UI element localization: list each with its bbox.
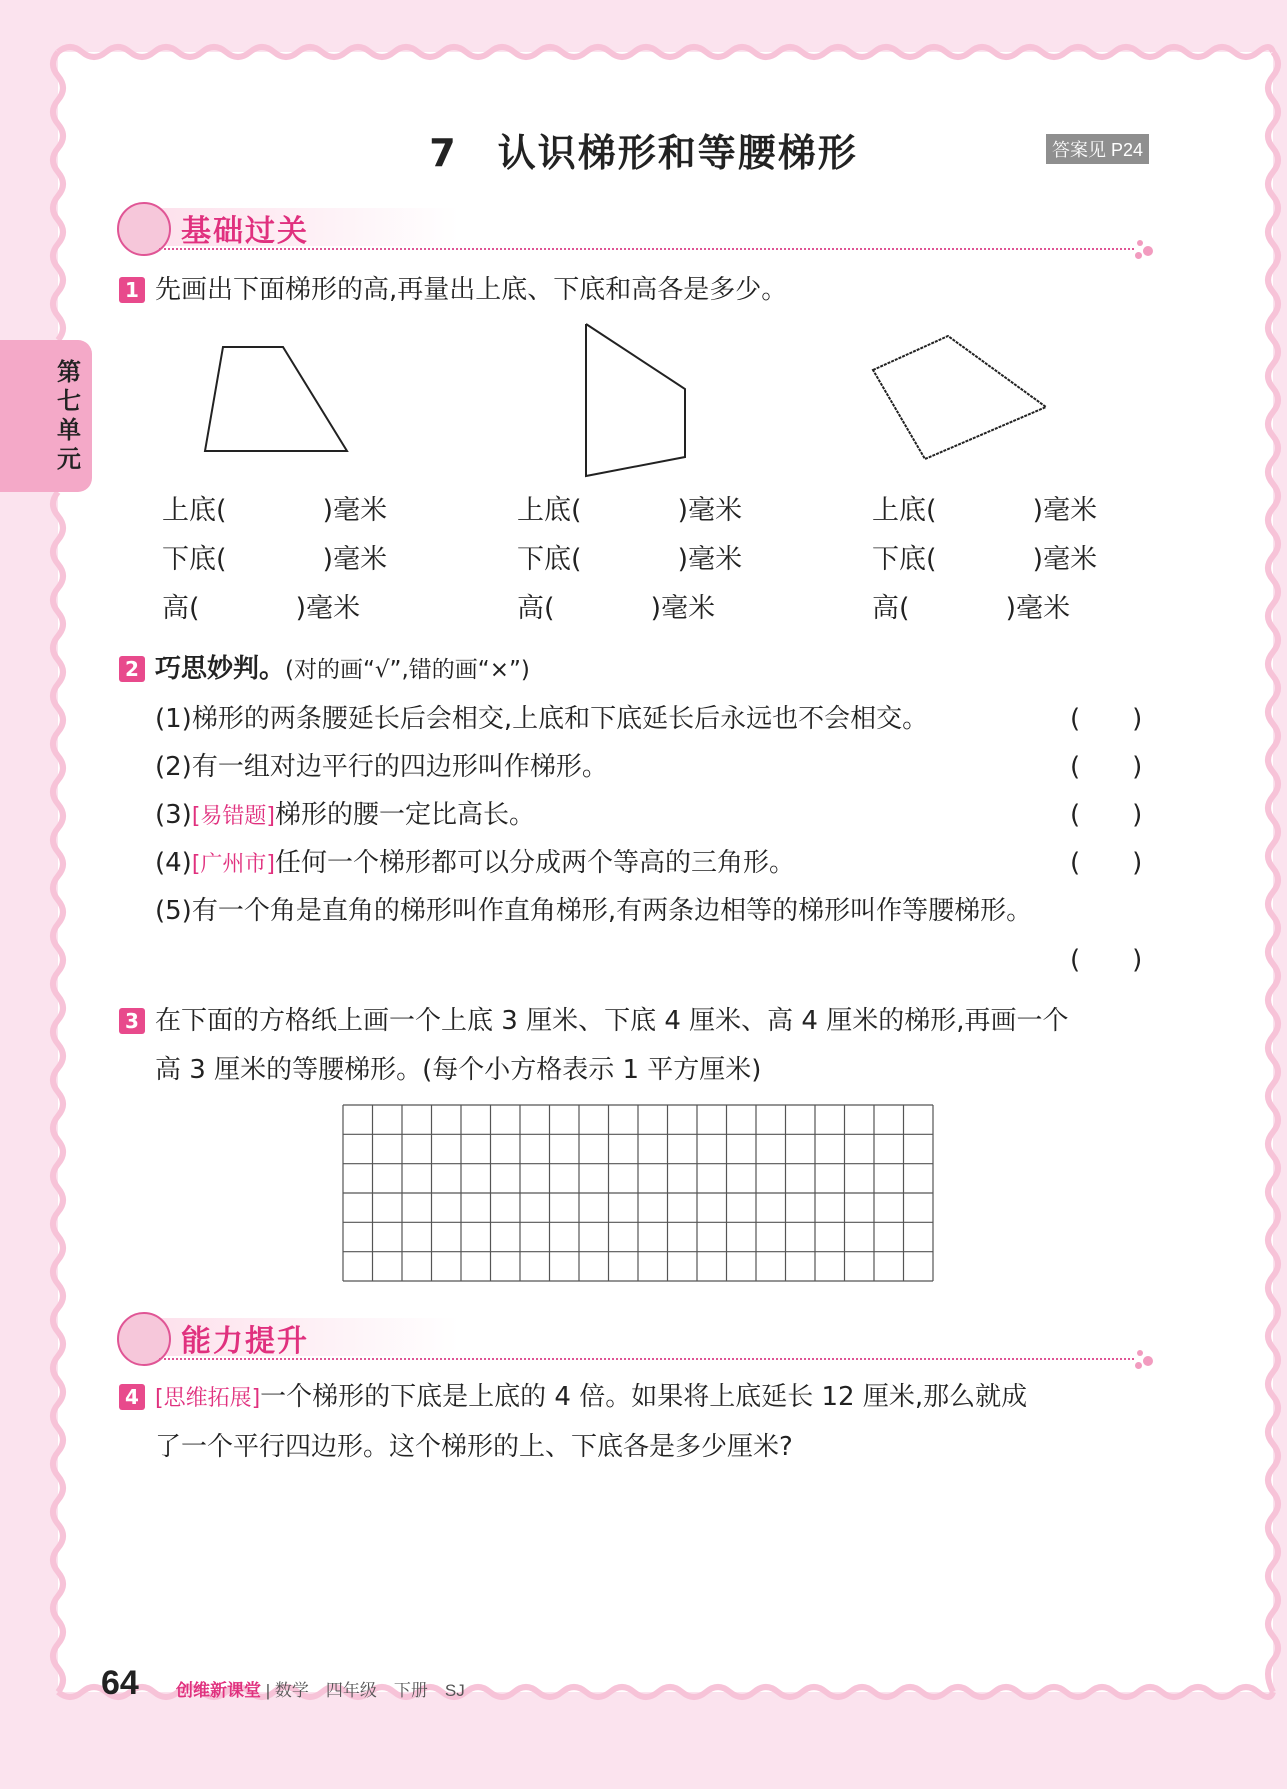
question-text: 了一个平行四边形。这个梯形的上、下底各是多少厘米?: [155, 1432, 793, 1462]
judgment-item: (5)有一个角是直角的梯形叫作直角梯形,有两条边相等的梯形叫作等腰梯形。: [155, 896, 1033, 926]
answer-bracket[interactable]: ( ): [1070, 704, 1143, 734]
top-base-blank[interactable]: 上底( )毫米: [517, 495, 743, 526]
question-text: [思维拓展]一个梯形的下底是上底的 4 倍。如果将上底延长 12 厘米,那么就成: [155, 1382, 1028, 1412]
page-title: 7 认识梯形和等腰梯形: [429, 131, 858, 175]
section-title: 基础过关: [181, 214, 309, 249]
answer-bracket[interactable]: ( ): [1070, 848, 1143, 878]
bottom-base-blank[interactable]: 下底( )毫米: [517, 544, 743, 575]
source-tag: [广州市]: [191, 852, 276, 877]
height-blank[interactable]: 高( )毫米: [872, 593, 1071, 624]
footer-info: 创维新课堂 | 数学 四年级 下册 SJ: [176, 1681, 465, 1700]
unit-side-tab: [0, 340, 92, 492]
difficulty-tag: [易错题]: [191, 804, 276, 829]
question-text: 在下面的方格纸上画一个上底 3 厘米、下底 4 厘米、高 4 厘米的梯形,再画一个: [155, 1006, 1069, 1036]
top-base-blank[interactable]: 上底( )毫米: [162, 495, 388, 526]
graph-paper-grid[interactable]: [342, 1104, 934, 1282]
trapezoid-figure-3: [873, 336, 1046, 459]
answer-bracket[interactable]: ( ): [1070, 800, 1143, 830]
bottom-base-blank[interactable]: 下底( )毫米: [872, 544, 1098, 575]
page-number: 64: [101, 1664, 139, 1702]
judgment-item: (3)[易错题]梯形的腰一定比高长。: [155, 800, 536, 830]
section-header-basic: [115, 198, 1160, 258]
trapezoid-figure-2: [586, 324, 685, 476]
question-number: 2: [119, 656, 145, 682]
section-title: 能力提升: [181, 1324, 309, 1359]
question-text: 巧思妙判。(对的画“√”,错的画“×”): [155, 654, 530, 684]
drawing-grid[interactable]: [342, 1104, 934, 1286]
question-number: 3: [119, 1008, 145, 1034]
question-number: 4: [119, 1384, 145, 1410]
top-base-blank[interactable]: 上底( )毫米: [872, 495, 1098, 526]
unit-side-tab-label: 第七单元: [57, 358, 81, 473]
height-blank[interactable]: 高( )毫米: [517, 593, 716, 624]
dotted-divider: [159, 1358, 1134, 1360]
judgment-item: (1)梯形的两条腰延长后会相交,上底和下底延长后永远也不会相交。: [155, 704, 929, 734]
judgment-item: (4)[广州市]任何一个梯形都可以分成两个等高的三角形。: [155, 848, 796, 878]
bottom-base-blank[interactable]: 下底( )毫米: [162, 544, 388, 575]
answer-bracket[interactable]: ( ): [1070, 945, 1143, 975]
question-text: 高 3 厘米的等腰梯形。(每个小方格表示 1 平方厘米): [155, 1055, 762, 1085]
dots-decoration-icon: [1135, 238, 1165, 258]
thinking-tag: [思维拓展]: [155, 1386, 261, 1411]
dots-decoration-icon: [1135, 1348, 1165, 1368]
trapezoid-figures: [190, 320, 1090, 480]
question-number: 1: [119, 277, 145, 303]
trapezoid-figure-1: [205, 347, 347, 451]
section-header-advanced: [115, 1308, 1160, 1368]
answer-bracket[interactable]: ( ): [1070, 752, 1143, 782]
question-text: 先画出下面梯形的高,再量出上底、下底和高各是多少。: [155, 275, 788, 305]
dotted-divider: [159, 248, 1134, 250]
judgment-item: (2)有一组对边平行的四边形叫作梯形。: [155, 752, 608, 782]
brand-name: 创维新课堂: [176, 1681, 261, 1700]
height-blank[interactable]: 高( )毫米: [162, 593, 361, 624]
answer-reference-badge: 答案见 P24: [1046, 134, 1149, 164]
